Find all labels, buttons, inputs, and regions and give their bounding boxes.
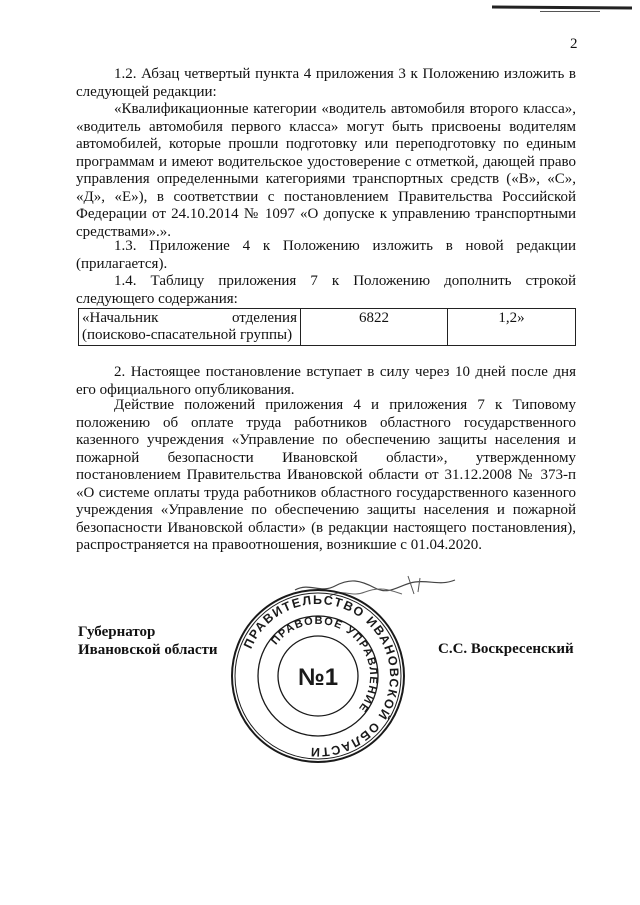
official-seal [228,586,408,766]
table-cell-coefficient: 1,2» [448,309,576,346]
inserted-table-row [78,308,576,346]
paragraph-1-4: 1.4. Таблицу приложения 7 к Положению дополнить строкой следующего содержания: [76,273,576,307]
table-cell-code: 6822 [301,309,448,346]
signatory-position-line1: Губернатор [78,624,156,640]
page-number: 2 [570,36,578,52]
signatory-position-line2: Ивановской области [78,642,218,658]
signatory-name: С.С. Воскресенский [438,641,574,657]
paragraph-2: 2. Настоящее постановление вступает в силу через 10 дней после дня его официального опубликования. [76,364,576,398]
signatory-position [78,623,218,659]
svg-text:№1: №1 [297,664,339,691]
svg-text:ПРАВОВОЕ УПРАВЛЕНИЕ: ПРАВОВОЕ УПРАВЛЕНИЕ [268,614,380,715]
paragraph-quoted-categories: «Квалификационные категории «водитель автомобиля второго класса», «водитель автомобиля первого класса» могут быть присвоены водителям автомобилей, которые прошли подготовку или переподготовку по единым программам и имеют водительское удостоверение с отметкой, дающей право управления определенными категориями транспортных средств («В», «С», «Д», «Е»), в соответствии с постановлением Правительства Российской Федерации от 24.10.2014 № 1097 «О допуске к управлению транспортными средствами».». [76,101,576,240]
paragraph-1-2: 1.2. Абзац четвертый пункта 4 приложения 3 к Положению изложить в следующей редакции: [76,66,576,100]
svg-text:ПРАВИТЕЛЬСТВО ИВАНОВСКОЙ ОБЛАС: ПРАВИТЕЛЬСТВО ИВАНОВСКОЙ ОБЛАСТИ [240,592,402,760]
paragraph-effect: Действие положений приложения 4 и приложения 7 к Типовому положению об оплате труда работников областного государственного казенного учреждения «Управление по обеспечению защиты населения и пожарной безопасности Ивановской области», утвержденному постановлением Правительства Ивановской области от 31.12.2008 № 373-п «О системе оплаты труда работников областного государственного казенного учреждения «Управление по обеспечению защиты населения и пожарной безопасности Ивановской области» (в редакции настоящего постановления), распространяется на правоотношения, возникшие с 01.04.2020. [76,397,576,553]
paragraph-1-3: 1.3. Приложение 4 к Положению изложить в новой редакции (прилагается). [76,238,576,272]
top-margin-line [492,6,632,10]
top-margin-line-secondary [540,11,600,12]
table-cell-position: «Начальник отделения (поисково-спасательной группы) [79,309,301,346]
table-row [79,309,576,346]
